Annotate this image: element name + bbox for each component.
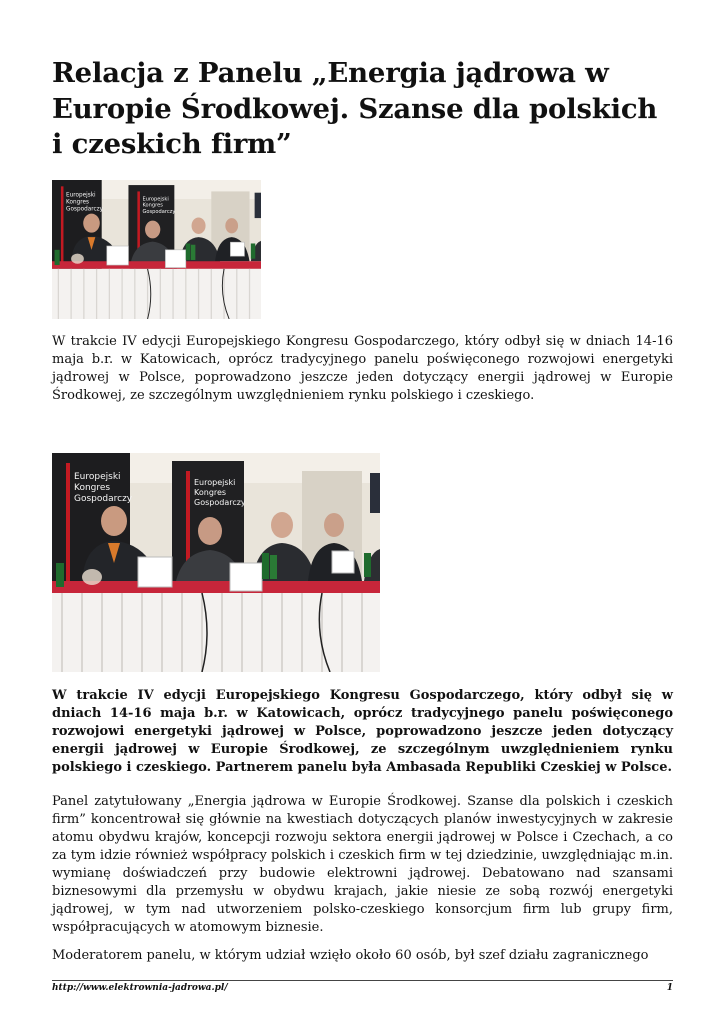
banner-text-1: Europejski bbox=[66, 192, 96, 199]
article-main-photo bbox=[52, 453, 380, 672]
banner-text-10: Europejski bbox=[194, 478, 236, 487]
article-title: Relacja z Panelu „Energia jądrowa w Europie Środkowej. Szanse dla polskich i czeskich firm” bbox=[52, 57, 658, 160]
banner-text-3: Gospodarczy bbox=[66, 206, 104, 213]
banner-text-8: Kongres bbox=[74, 483, 111, 493]
banner-text-4: Europejski bbox=[142, 196, 169, 203]
banner-text-11: Kongres bbox=[194, 488, 227, 497]
banner-text-2: Kongres bbox=[66, 199, 90, 206]
banner-text-9: Gospodarczy bbox=[74, 494, 133, 504]
page-number: 1 bbox=[666, 983, 673, 993]
banner-text-12: Gospodarczy bbox=[194, 498, 246, 507]
banner-text-5: Kongres bbox=[142, 202, 163, 209]
banner-text-6: Gospodarczy bbox=[142, 209, 176, 216]
banner-text-7: Europejski bbox=[74, 472, 121, 482]
lead-paragraph: W trakcie IV edycji Europejskiego Kongresu Gospodarczego, który odbył się w dniach 14-16 maja b.r. w Katowicach, oprócz tradycyjnego panelu poświęconego rozwojowi energetyki jądrowej w Polsce, poprowadzono jeszcze jeden dotyczący energii jądrowej w Europie Środkowej, ze szczególnym uwzględnieniem rynku polskiego i czeskiego. Partnerem panelu była Ambasada Republiki Czeskiej w Polsce. bbox=[52, 688, 673, 775]
body-paragraph-2: Moderatorem panelu, w którym udział wzięło około 60 osób, był szef działu zagranicznego bbox=[52, 948, 649, 963]
intro-paragraph: W trakcie IV edycji Europejskiego Kongresu Gospodarczego, który odbył się w dniach 14-16 maja b.r. w Katowicach, oprócz tradycyjnego panelu poświęconego rozwojowi energetyki jądrowej w Polsce, poprowadzono jeszcze jeden dotyczący energii jądrowej w Europie Środkowej, ze szczególnym uwzględnieniem rynku polskiego i czeskiego. bbox=[52, 334, 673, 403]
body-paragraph-1: Panel zatytułowany „Energia jądrowa w Europie Środkowej. Szanse dla polskich i czeskich firm” koncentrował się głównie na kwestiach dotyczących planów inwestycyjnych w zakresie atomu obydwu krajów, koncepcji rozwoju sektora energii jądrowej w Polsce i Czechach, a co za tym idzie również współpracy polskich i czeskich firm w tej dziedzinie, uwzględniając m.in. wymianę doświadczeń przy budowie elektrowni jądrowej. Debatowano nad szansami biznesowymi dla przemysłu w obydwu krajach, jakie niesie ze sobą rozwój energetyki jądrowej, w tym nad utworzeniem polsko-czeskiego konsorcjum firm lub grupy firm, współpracujących w atomowym biznesie. bbox=[52, 794, 673, 935]
footer-url-link[interactable]: http://www.elektrownia-jadrowa.pl/ bbox=[52, 983, 228, 993]
article-thumbnail-photo bbox=[52, 180, 261, 319]
photo-scene bbox=[52, 180, 261, 319]
footer-divider bbox=[52, 980, 673, 981]
photo-scene-large bbox=[52, 453, 380, 672]
